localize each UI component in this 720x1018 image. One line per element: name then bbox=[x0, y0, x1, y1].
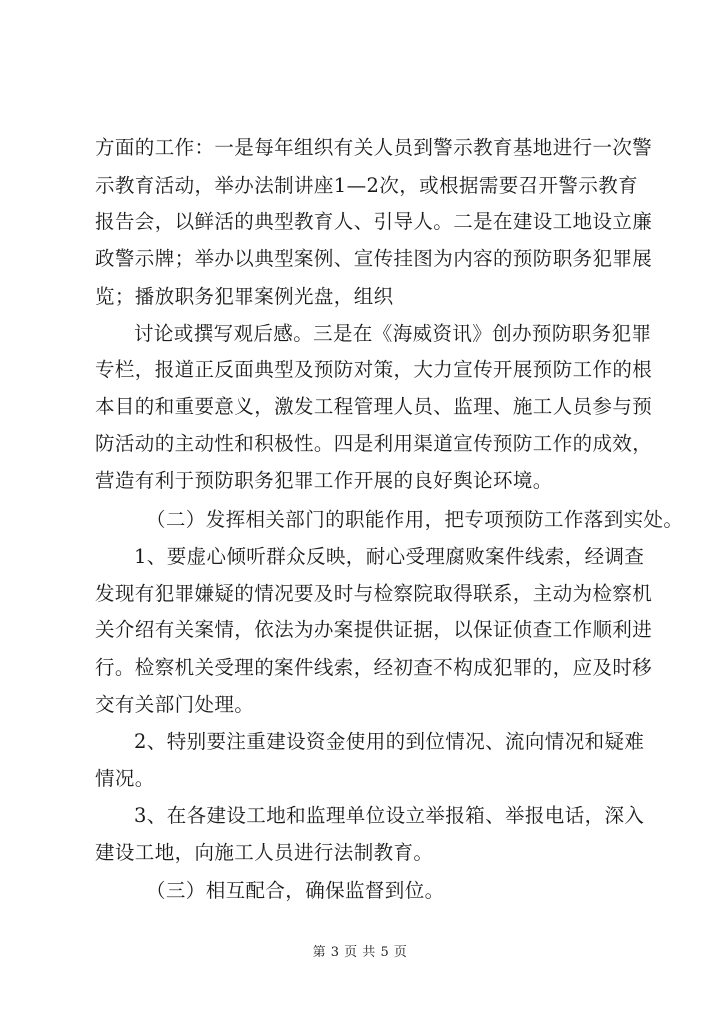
text-line: 关介绍有关案情，依法为办案提供证据，以保证侦查工作顺利进 bbox=[95, 618, 653, 641]
text-line: 营造有利于预防职务犯罪工作开展的良好舆论环境。 bbox=[95, 469, 553, 492]
text-line: 2、特别要注重建设资金使用的到位情况、流向情况和疑难 bbox=[134, 730, 645, 753]
text-line: 防活动的主动性和积极性。四是利用渠道宣传预防工作的成效， bbox=[95, 432, 653, 455]
text-line: 讨论或撰写观后感。三是在《海威资讯》创办预防职务犯罪 bbox=[134, 322, 652, 345]
text-line: 行。检察机关受理的案件线索，经初查不构成犯罪的，应及时移 bbox=[95, 656, 653, 679]
text-line: 专栏，报道正反面典型及预防对策，大力宣传开展预防工作的根 bbox=[95, 358, 653, 381]
text-line: 本目的和重要意义，激发工程管理人员、监理、施工人员参与预 bbox=[95, 395, 653, 418]
text-line: 发现有犯罪嫌疑的情况要及时与检察院取得联系，主动为检察机 bbox=[95, 582, 653, 605]
text-line: 览；播放职务犯罪案例光盘，组织 bbox=[95, 285, 394, 308]
text-line: 建设工地，向施工人员进行法制教育。 bbox=[95, 841, 434, 864]
text-line: 1、要虚心倾听群众反映，耐心受理腐败案件线索，经调查 bbox=[134, 545, 645, 568]
section-heading: （二）发挥相关部门的职能作用，把专项预防工作落到实处。 bbox=[146, 508, 684, 531]
text-line: 交有关部门处理。 bbox=[95, 693, 255, 716]
section-heading: （三）相互配合，确保监督到位。 bbox=[146, 879, 445, 902]
page-number: 第 3 页 共 5 页 bbox=[312, 945, 408, 960]
text-line: 方面的工作：一是每年组织有关人员到警示教育基地进行一次警 bbox=[95, 136, 653, 159]
text-line: 政警示牌；举办以典型案例、宣传挂图为内容的预防职务犯罪展 bbox=[95, 247, 653, 270]
text-line: 情况。 bbox=[95, 767, 155, 790]
text-line: 报告会，以鲜活的典型教育人、引导人。二是在建设工地设立廉 bbox=[95, 210, 653, 233]
text-line: 示教育活动，举办法制讲座1—2次，或根据需要召开警示教育 bbox=[95, 174, 639, 197]
text-line: 3、在各建设工地和监理单位设立举报箱、举报电话，深入 bbox=[134, 804, 645, 827]
